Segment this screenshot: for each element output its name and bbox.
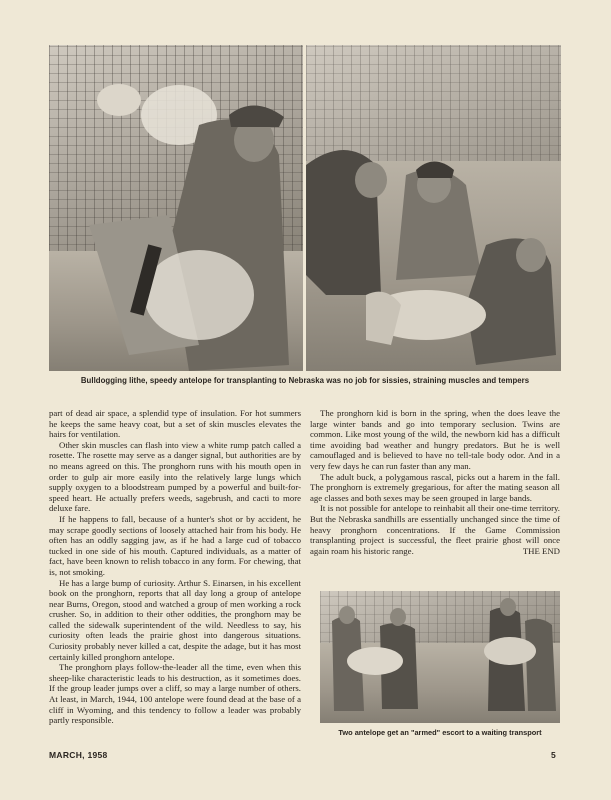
paragraph: Other skin muscles can flash into view a white rump patch called a rosette. The rosette may serve as a danger signal, but authorities are by no means agreed on this. The pronghorn runs with his mouth open in order to gulp air more easily into the relatively large lungs which supply oxygen to a bloodstream pumped by a powerful and built-for-speed heart. He actually prefers weeds, sagebrush, and cacti to more deluxe fare. [49, 439, 301, 514]
men-holding-antelope-figure [49, 45, 303, 371]
text-column-right [310, 408, 560, 556]
the-end-marker: THE END [522, 545, 560, 556]
paragraph: The pronghorn kid is born in the spring, when the does leave the large winter bands and go into temporary seclusion. Twins are common. Like most young of the wild, the newborn kid has a difficult time avoiding bad weather and hungry predators. But he is well camouflaged and is believed to have no tell-tale body odor. And in a very few days he can run faster than any man. [310, 408, 560, 471]
issue-date: MARCH, 1958 [49, 750, 108, 760]
photo-armed-escort [320, 591, 560, 723]
paragraph: The adult buck, a polygamous rascal, picks out a harem in the fall. The pronghorn is extremely gregarious, for after the mating season all age classes and both sexes may be seen grouped in large bands. [310, 471, 560, 503]
photo-bulldogging-right [306, 45, 561, 371]
page-number: 5 [551, 750, 556, 760]
text-column-left [49, 408, 301, 726]
men-wrestling-antelope-figure [306, 45, 561, 371]
paragraph: He has a large bump of curiosity. Arthur S. Einarsen, in his excellent book on the pronghorn, reports that all day long a group of antelope near Burns, Oregon, stood and watched a group of men working a rock crusher. So, in addition to their other oddities, the pronghorn may be called the sidewalk superintendent of the wild. Needless to say, his curiosity often leads the prairie ghost into dangerous situations. Curiosity probably never killed a cat, despite the adage, but it has most certainly killed pronghorn antelope. [49, 577, 301, 662]
paragraph: It is not possible for antelope to reinhabit all their one-time territory. But the Nebraska sandhills are essentially unchanged since the time of heavy pronghorn concentrations. If the Game Commission transplanting project is successful, the fleet prairie ghost will once again roam his historic range. [310, 503, 560, 556]
paragraph: If he happens to fall, because of a hunter's shot or by accident, he may scrape goodly sections of loosely attached hair from his body. He often has an oddly sagging jaw, as if he had a large cud of tobacco tucked in one side of his mouth. Captured individuals, as a matter of fact, have been known to relish tobacco in any form. For chewing, that is, not smoking. [49, 513, 301, 577]
photo-caption-bottom: Two antelope get an "armed" escort to a waiting transport [338, 728, 542, 737]
men-carrying-antelope-figure [320, 591, 560, 723]
paragraph: The pronghorn plays follow-the-leader all the time, even when this sheep-like characteristic leads to his destruction, as it sometimes does. If the group leader jumps over a cliff, so may a large number of others. At least, in March, 1944, 100 antelope were found dead at the base of a cliff in Wyoming, and this tendency to follow a leader was probably partly responsible. [49, 662, 301, 726]
photo-caption-top: Bulldogging lithe, speedy antelope for transplanting to Nebraska was no job for sissies, straining muscles and tempers [80, 376, 530, 385]
photo-bulldogging-left [49, 45, 303, 371]
paragraph: part of dead air space, a splendid type of insulation. For hot summers he keeps the same heavy coat, but a set of skin muscles elevates the hairs for ventilation. [49, 408, 301, 440]
